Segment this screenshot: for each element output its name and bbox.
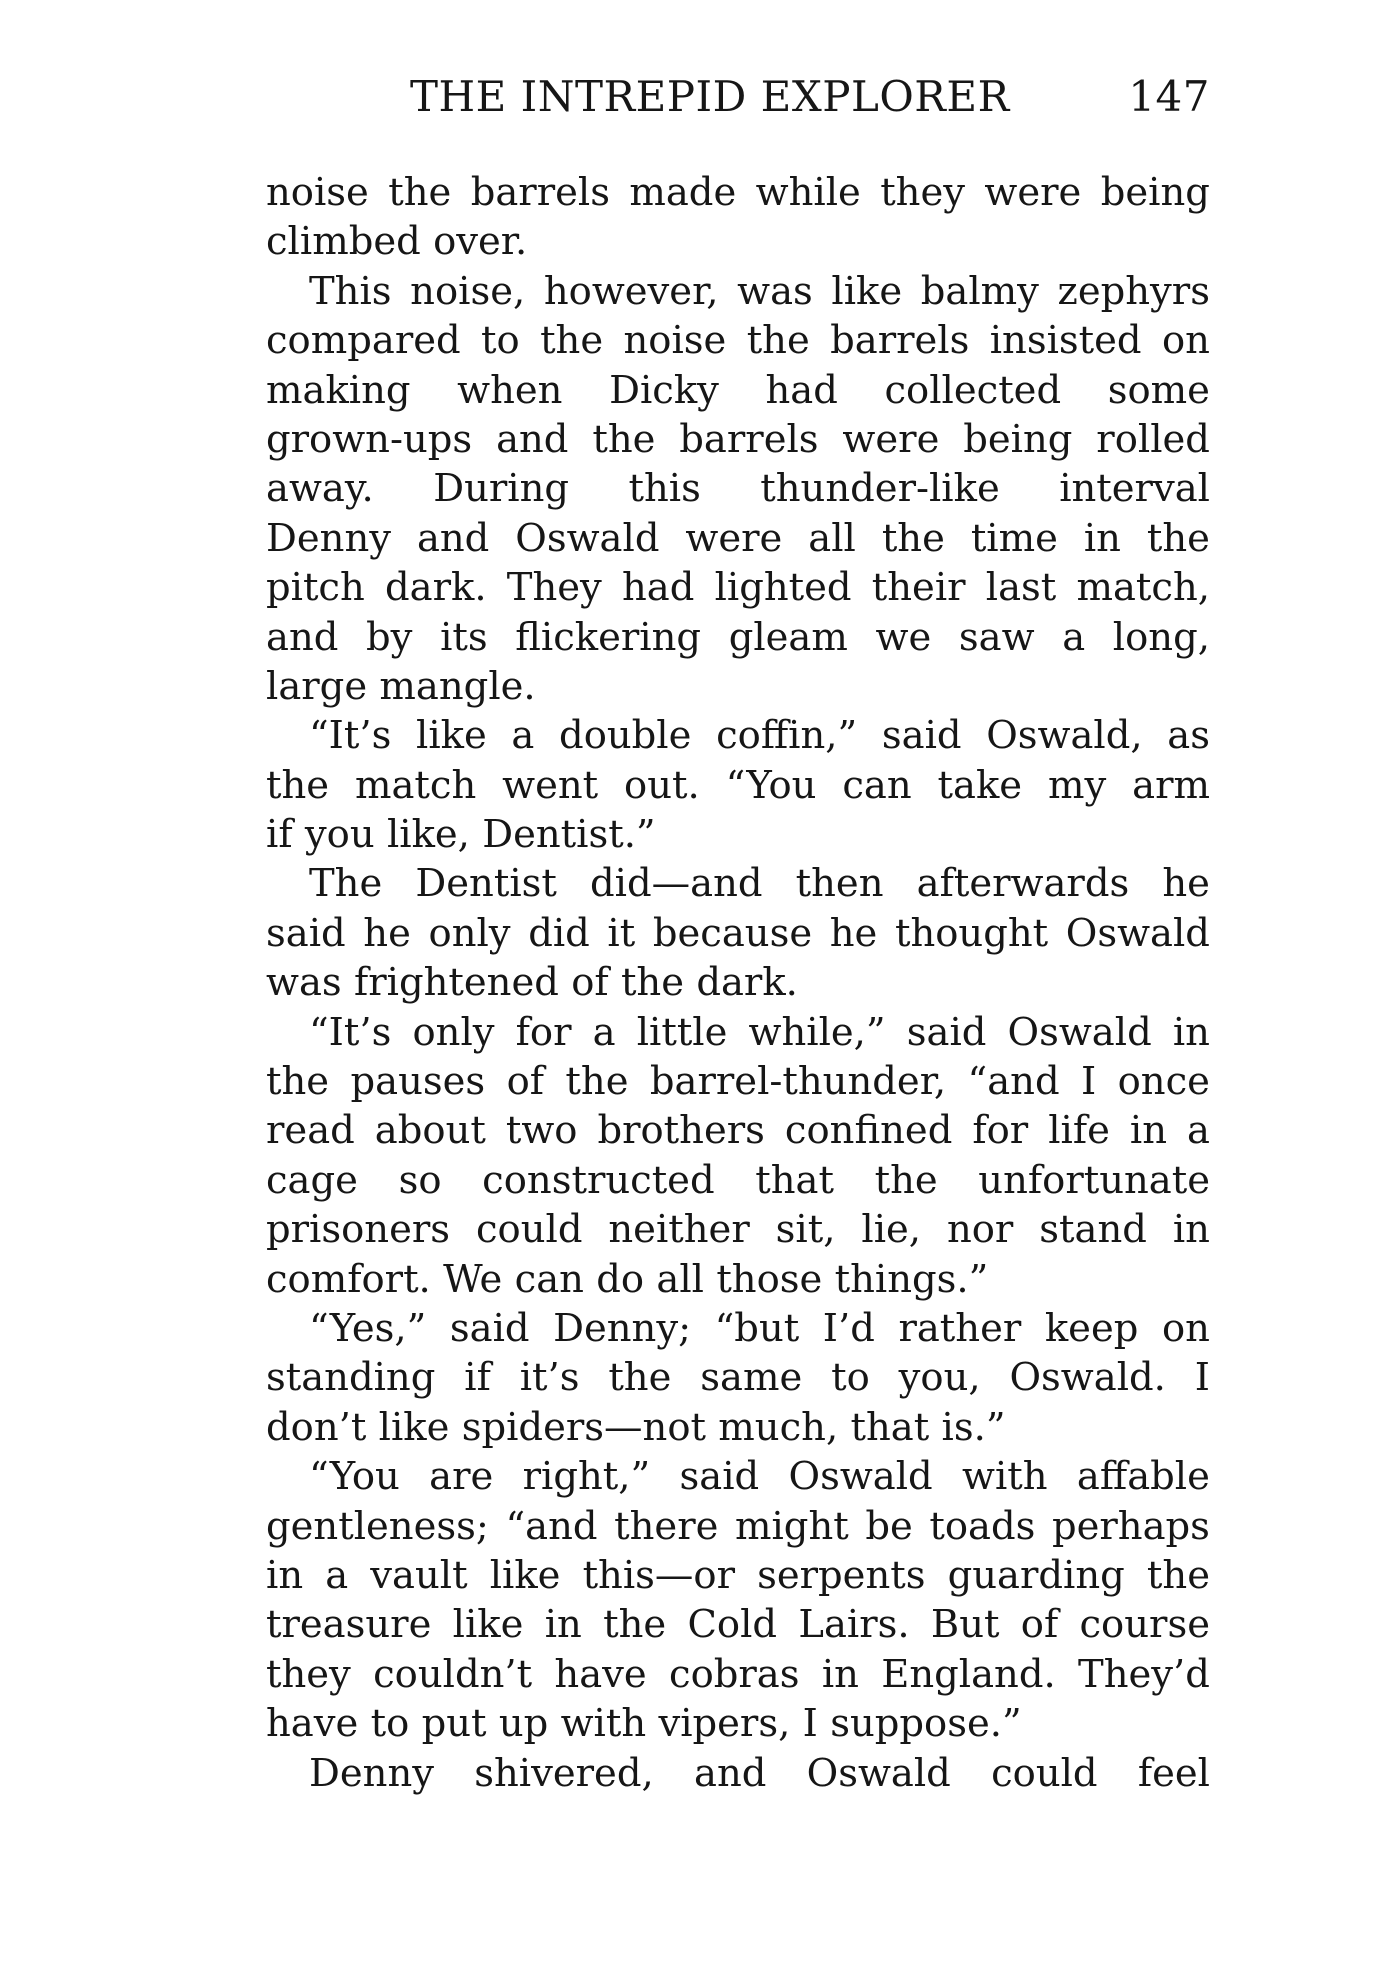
word: all	[808, 515, 856, 561]
word: Oswald	[806, 1750, 951, 1796]
word: of	[571, 960, 609, 1006]
word: last	[985, 565, 1057, 611]
word: do	[596, 1256, 645, 1302]
word: you,	[898, 1355, 981, 1401]
word: said	[679, 1454, 760, 1500]
word: be	[865, 1503, 913, 1549]
word: being	[1100, 170, 1210, 215]
word: Oswald.	[1009, 1355, 1166, 1401]
word: some	[1107, 367, 1210, 413]
word: affable	[1076, 1454, 1210, 1500]
word: and	[266, 614, 339, 660]
word: Oswald	[1007, 1009, 1152, 1055]
word: Dicky	[609, 367, 719, 413]
word: that	[850, 1404, 930, 1450]
word: the	[540, 318, 604, 364]
word: dark.	[696, 960, 798, 1006]
word: for	[515, 1009, 572, 1055]
word: like	[452, 1602, 524, 1648]
word: rather	[898, 1305, 1022, 1351]
running-title: THE INTREPID EXPLORER	[410, 72, 1010, 121]
word: the	[881, 515, 945, 561]
text-line	[266, 514, 1210, 563]
word: could	[475, 1207, 583, 1253]
word: to	[370, 1701, 410, 1747]
word: with	[560, 1701, 647, 1747]
word: its	[440, 614, 488, 660]
word: in	[1172, 1207, 1210, 1253]
word: this—or	[582, 1552, 735, 1598]
word: have	[266, 1701, 359, 1747]
word: to	[831, 1355, 870, 1401]
word: about	[374, 1108, 486, 1154]
word: went	[502, 762, 599, 808]
text-line	[266, 1057, 1210, 1106]
text-line	[266, 761, 1210, 810]
word: is.”	[941, 1404, 1006, 1450]
word: I	[802, 1701, 818, 1747]
word: thought	[894, 910, 1049, 956]
word: Oswald,	[986, 713, 1143, 759]
word: in	[1172, 1009, 1210, 1055]
word: the	[746, 318, 810, 364]
page-number: 147	[1128, 72, 1210, 121]
word: and	[416, 515, 490, 561]
word: lighted	[714, 565, 852, 611]
text-line	[266, 711, 1210, 760]
word: gentleness;	[266, 1503, 489, 1549]
word: their	[871, 565, 966, 611]
word: in	[821, 1651, 859, 1697]
word: the	[266, 762, 330, 808]
word: nor	[946, 1207, 1014, 1253]
text-line	[266, 810, 1210, 859]
text-line	[266, 168, 1210, 217]
word: like	[489, 1552, 561, 1598]
word: they	[266, 1651, 351, 1697]
word: as	[1167, 713, 1210, 759]
word: a	[1062, 614, 1086, 660]
word: “It’s	[309, 1009, 392, 1055]
word: afterwards	[916, 861, 1130, 907]
word: arm	[1132, 762, 1210, 808]
word: away.	[266, 466, 374, 512]
word: vault	[370, 1552, 468, 1598]
word: was	[266, 960, 342, 1006]
word: We	[443, 1256, 503, 1302]
word: can	[514, 1256, 584, 1302]
word: the	[603, 1602, 667, 1648]
text-line	[266, 1749, 1210, 1798]
word: noise	[266, 170, 369, 215]
word: guarding	[947, 1552, 1125, 1598]
word: up	[498, 1701, 549, 1747]
word: they	[880, 170, 965, 215]
word: had	[765, 367, 838, 413]
word: mangle.	[379, 663, 536, 709]
word: England.	[881, 1651, 1056, 1697]
text-line	[266, 415, 1210, 464]
word: double	[559, 713, 692, 759]
word: Oswald	[515, 515, 660, 561]
word: because	[652, 910, 813, 956]
word: grown-ups	[266, 416, 473, 462]
word: making	[266, 367, 411, 413]
word: climbed	[266, 219, 421, 265]
text-line	[266, 1551, 1210, 1600]
text-line	[266, 1008, 1210, 1057]
word: flickering	[515, 614, 702, 660]
word: couldn’t	[373, 1651, 533, 1697]
word: of	[1020, 1602, 1059, 1648]
word: Dentist	[415, 861, 557, 907]
word: noise	[623, 318, 727, 364]
text-line	[266, 1255, 1210, 1304]
word: standing	[266, 1355, 436, 1401]
word: it’s	[519, 1355, 580, 1401]
word: and	[496, 416, 569, 462]
word: The	[309, 861, 383, 907]
word: out.	[624, 762, 700, 808]
word: Oswald	[1065, 910, 1210, 956]
word: when	[457, 367, 563, 413]
word: over.	[433, 219, 528, 265]
word: we	[875, 614, 932, 660]
word: this	[628, 466, 701, 512]
word: while,”	[748, 1009, 886, 1055]
word: saw	[958, 614, 1035, 660]
word: in	[266, 1552, 304, 1598]
word: did	[528, 910, 590, 956]
text-line	[266, 366, 1210, 415]
word: little	[636, 1009, 728, 1055]
word: Denny	[309, 1750, 434, 1796]
word: he	[1162, 861, 1210, 907]
word: balmy	[920, 268, 1039, 314]
word: a	[325, 1552, 349, 1598]
word: During	[433, 466, 570, 512]
word: my	[1047, 762, 1107, 808]
word: like	[416, 713, 487, 759]
text-line	[266, 563, 1210, 612]
word: cage	[266, 1157, 358, 1203]
text-line	[266, 267, 1210, 316]
word: have	[554, 1651, 647, 1697]
word: while	[755, 170, 861, 215]
word: only	[428, 910, 511, 956]
word: if	[464, 1355, 491, 1401]
word: Cold	[687, 1602, 778, 1648]
text-line	[266, 859, 1210, 908]
word: treasure	[266, 1602, 432, 1648]
word: were	[842, 416, 940, 462]
word: don’t	[266, 1404, 367, 1450]
word: “and	[505, 1503, 598, 1549]
word: neither	[608, 1207, 750, 1253]
page-header	[410, 72, 1210, 132]
word: the	[592, 416, 656, 462]
word: had	[622, 565, 695, 611]
word: shivered,	[474, 1750, 654, 1796]
word: a	[1186, 1108, 1210, 1154]
word: that	[755, 1157, 834, 1203]
text-line	[266, 1304, 1210, 1353]
word: Lairs.	[798, 1602, 910, 1648]
word: by	[366, 614, 413, 660]
word: read	[266, 1108, 355, 1154]
text-line	[266, 1502, 1210, 1551]
word: prisoners	[266, 1207, 451, 1253]
word: “but	[714, 1305, 800, 1351]
word: stand	[1039, 1207, 1147, 1253]
text-line	[266, 958, 1210, 1007]
word: once	[1117, 1059, 1210, 1105]
word: Denny	[266, 515, 391, 561]
word: confined	[784, 1108, 953, 1154]
word: I	[1194, 1355, 1210, 1401]
word: feel	[1137, 1750, 1210, 1796]
word: long,	[1112, 614, 1210, 660]
word: in	[1129, 1108, 1167, 1154]
word: like	[378, 1404, 450, 1450]
word: the	[388, 170, 452, 215]
word: were	[984, 170, 1082, 215]
word: being	[963, 416, 1073, 462]
word: put	[421, 1701, 487, 1747]
word: were	[685, 515, 783, 561]
body-text	[266, 168, 1210, 1798]
word: those	[716, 1256, 823, 1302]
word: They’d	[1078, 1651, 1210, 1697]
word: said	[906, 1009, 987, 1055]
word: so	[398, 1157, 442, 1203]
word: time	[970, 515, 1058, 561]
word: if	[266, 812, 293, 858]
word: the	[620, 960, 684, 1006]
text-line	[266, 1650, 1210, 1699]
word: constructed	[482, 1157, 715, 1203]
text-line	[266, 1403, 1210, 1452]
word: thunder-like	[760, 466, 1000, 512]
word: for	[972, 1108, 1029, 1154]
word: match	[354, 762, 477, 808]
word: But	[930, 1602, 1000, 1648]
word: the	[874, 1157, 938, 1203]
word: did—and	[590, 861, 763, 907]
word: a	[592, 1009, 616, 1055]
word: barrels	[470, 170, 610, 215]
word: spiders—not	[461, 1404, 706, 1450]
word: things.”	[834, 1256, 989, 1302]
word: all	[656, 1256, 704, 1302]
word: “It’s	[309, 713, 392, 759]
word: unfortunate	[978, 1157, 1210, 1203]
word: he	[363, 910, 411, 956]
word: frightened	[353, 960, 559, 1006]
word: you	[304, 812, 375, 858]
word: Oswald	[788, 1454, 933, 1500]
word: course	[1079, 1602, 1210, 1648]
word: take	[937, 762, 1023, 808]
word: keep	[1044, 1305, 1139, 1351]
word: same	[700, 1355, 803, 1401]
word: right,”	[522, 1454, 651, 1500]
word: in	[1083, 515, 1121, 561]
word: coffin,”	[716, 713, 858, 759]
word: made	[629, 170, 737, 215]
word: on	[1161, 1305, 1210, 1351]
word: the	[1146, 1552, 1210, 1598]
word: then	[795, 861, 884, 907]
word: suppose.”	[830, 1701, 1022, 1747]
text-line	[266, 1205, 1210, 1254]
text-line	[266, 1699, 1210, 1748]
word: vipers,	[658, 1701, 791, 1747]
word: noise,	[410, 268, 526, 314]
text-line	[266, 1353, 1210, 1402]
word: “You	[309, 1454, 400, 1500]
word: lie,	[861, 1207, 922, 1253]
word: can	[842, 762, 912, 808]
word: with	[962, 1454, 1048, 1500]
word: cobras	[669, 1651, 800, 1697]
word: “You	[725, 762, 817, 808]
word: rolled	[1096, 416, 1210, 462]
word: much,	[718, 1404, 839, 1450]
text-line	[266, 1106, 1210, 1155]
word: said	[266, 910, 346, 956]
word: could	[991, 1750, 1098, 1796]
word: “Yes,”	[309, 1305, 427, 1351]
word: interval	[1059, 466, 1210, 512]
word: I	[1081, 1059, 1097, 1105]
text-line	[266, 464, 1210, 513]
word: said	[881, 713, 962, 759]
word: collected	[884, 367, 1062, 413]
word: on	[1161, 318, 1210, 364]
word: match,	[1076, 565, 1210, 611]
text-line	[266, 1600, 1210, 1649]
word: there	[614, 1503, 719, 1549]
word: gleam	[728, 614, 848, 660]
word: said	[449, 1305, 530, 1351]
word: of	[506, 1059, 545, 1105]
word: large	[266, 663, 368, 709]
word: was	[737, 268, 813, 314]
word: toads	[929, 1503, 1036, 1549]
word: the	[1146, 515, 1210, 561]
word: barrel-thunder,	[649, 1059, 947, 1105]
word: like,	[386, 812, 470, 858]
word: and	[693, 1750, 767, 1796]
text-line	[266, 662, 1210, 711]
word: pitch	[266, 565, 365, 611]
word: They	[506, 565, 602, 611]
word: insisted	[989, 318, 1142, 364]
word: brothers	[597, 1108, 765, 1154]
word: This	[309, 268, 392, 314]
word: are	[429, 1454, 494, 1500]
word: a	[511, 713, 535, 759]
word: barrels	[679, 416, 819, 462]
word: Denny;	[553, 1305, 692, 1351]
word: he	[829, 910, 878, 956]
text-line	[266, 1156, 1210, 1205]
word: zephyrs	[1057, 268, 1210, 314]
word: pauses	[350, 1059, 486, 1105]
word: might	[734, 1503, 849, 1549]
word: however,	[543, 268, 719, 314]
text-line	[266, 909, 1210, 958]
word: like	[831, 268, 903, 314]
word: “and	[967, 1059, 1060, 1105]
word: Dentist.”	[482, 812, 656, 858]
word: two	[505, 1108, 578, 1154]
word: the	[608, 1355, 672, 1401]
word: it	[607, 910, 636, 956]
word: the	[565, 1059, 629, 1105]
word: sit,	[775, 1207, 836, 1253]
word: in	[544, 1602, 582, 1648]
word: to	[481, 318, 520, 364]
word: perhaps	[1051, 1503, 1210, 1549]
word: I’d	[822, 1305, 875, 1351]
word: the	[266, 1059, 330, 1105]
word: compared	[266, 318, 461, 364]
word: barrels	[830, 318, 970, 364]
text-line	[266, 1452, 1210, 1501]
text-line	[266, 613, 1210, 662]
text-line	[266, 217, 1210, 266]
text-line	[266, 316, 1210, 365]
word: dark.	[385, 565, 487, 611]
word: life	[1048, 1108, 1110, 1154]
word: comfort.	[266, 1256, 431, 1302]
word: serpents	[757, 1552, 926, 1598]
word: only	[412, 1009, 495, 1055]
